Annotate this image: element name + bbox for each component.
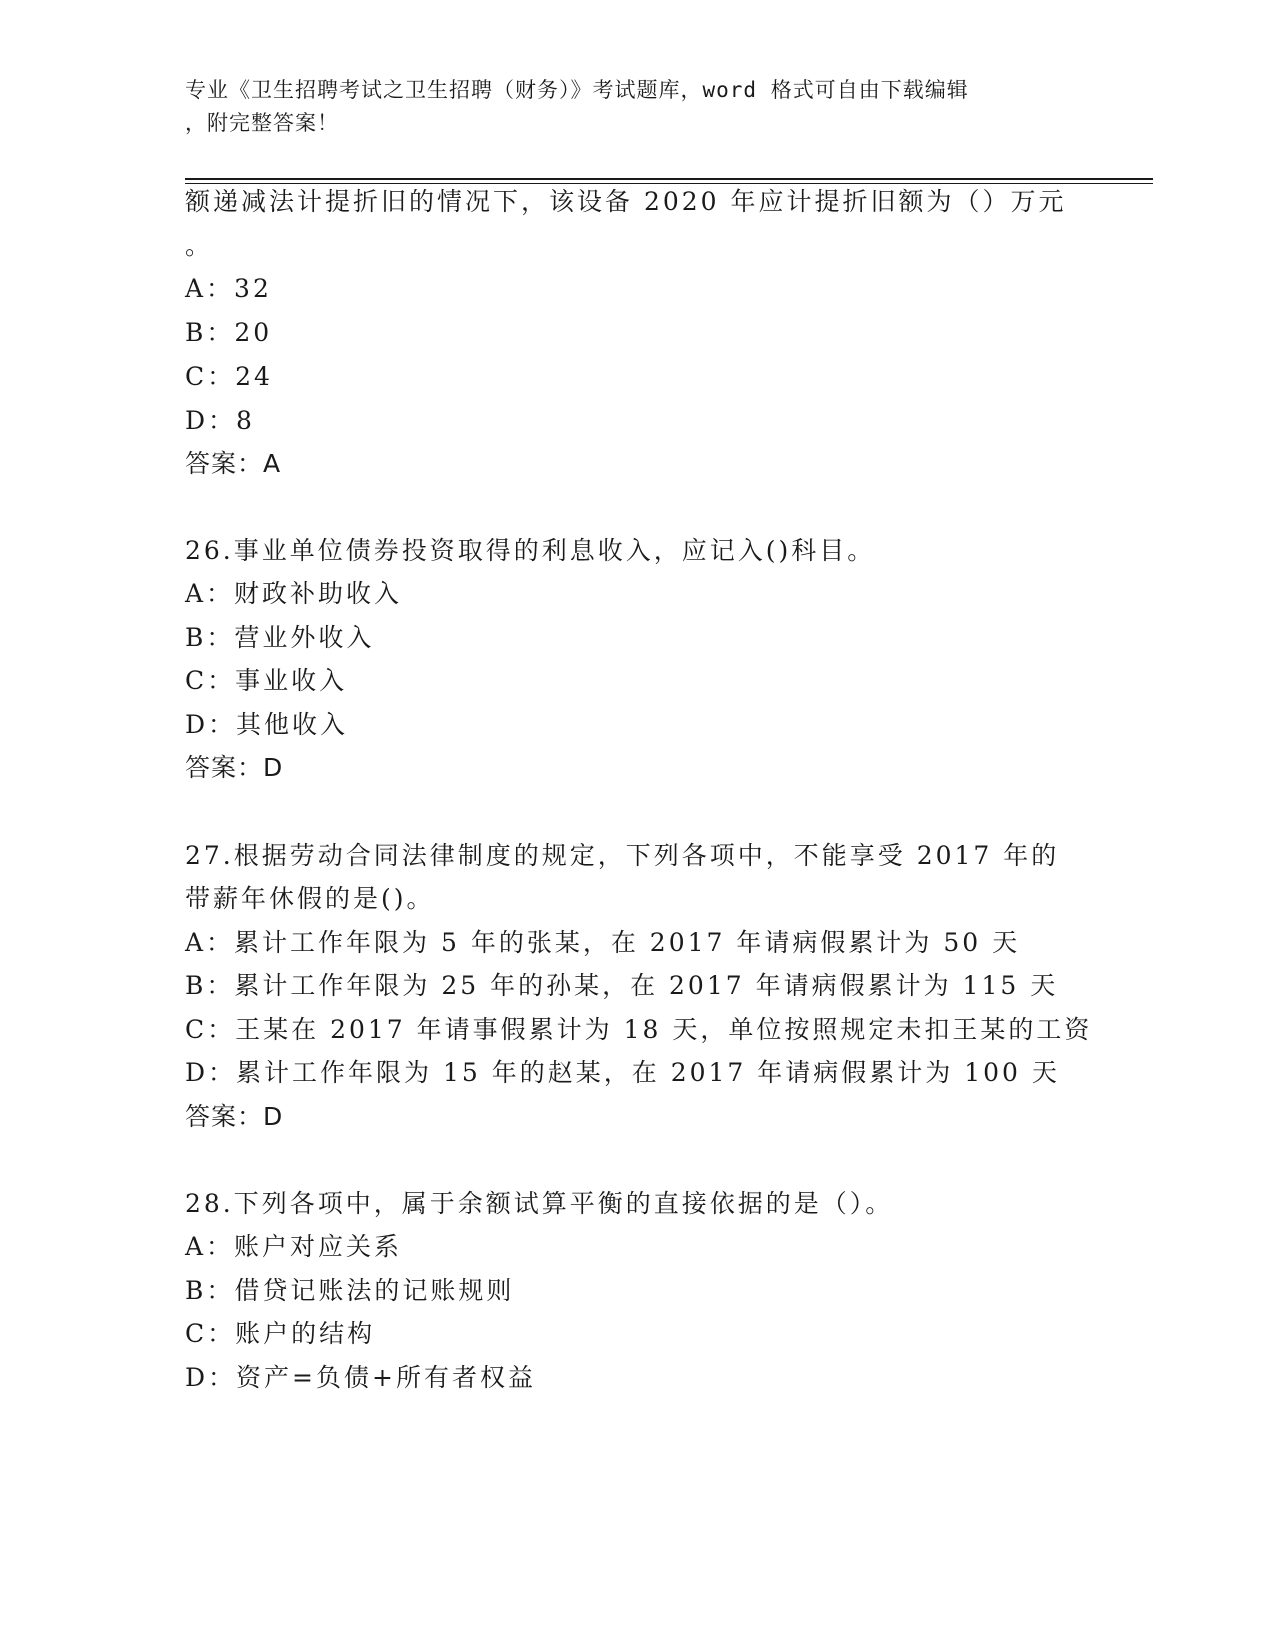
q27-option-b: B：累计工作年限为 25 年的孙某，在 2017 年请病假累计为 115 天 bbox=[185, 971, 1059, 1000]
q28-option-a: A：账户对应关系 bbox=[185, 1232, 403, 1261]
q25-option-b: B：20 bbox=[185, 318, 273, 347]
q27-option-c: C：王某在 2017 年请事假累计为 18 天，单位按照规定未扣王某的工资 bbox=[185, 1015, 1093, 1044]
q26-answer: 答案：D bbox=[185, 753, 284, 782]
q27-option-a: A：累计工作年限为 5 年的张某，在 2017 年请病假累计为 50 天 bbox=[185, 928, 1021, 957]
q26-option-a: A：财政补助收入 bbox=[185, 579, 403, 608]
q27-stem-line-2: 带薪年休假的是()。 bbox=[185, 884, 435, 913]
q25-option-a: A：32 bbox=[185, 274, 272, 303]
q28-option-d: D：资产=负债+所有者权益 bbox=[185, 1363, 536, 1392]
header-divider bbox=[185, 178, 1153, 184]
header-title-line-1: 专业《卫生招聘考试之卫生招聘（财务）》考试题库，word 格式可自由下载编辑 bbox=[185, 78, 969, 102]
q26-option-c: C：事业收入 bbox=[185, 666, 348, 695]
q26-stem: 26.事业单位债券投资取得的利息收入，应记入()科目。 bbox=[185, 536, 876, 565]
q25-stem-line-1: 额递减法计提折旧的情况下，该设备 2020 年应计提折旧额为（）万元 bbox=[185, 187, 1067, 216]
q25-answer: 答案：A bbox=[185, 449, 282, 478]
q27-stem-line-1: 27.根据劳动合同法律制度的规定，下列各项中，不能享受 2017 年的 bbox=[185, 841, 1060, 870]
q26-option-d: D：其他收入 bbox=[185, 710, 349, 739]
q26-option-b: B：营业外收入 bbox=[185, 623, 375, 652]
q25-option-c: C：24 bbox=[185, 362, 273, 391]
q28-option-c: C：账户的结构 bbox=[185, 1319, 376, 1348]
q28-stem: 28.下列各项中，属于余额试算平衡的直接依据的是（）。 bbox=[185, 1189, 894, 1218]
page-header bbox=[185, 74, 1085, 140]
q28-option-b: B：借贷记账法的记账规则 bbox=[185, 1276, 515, 1305]
q25-stem-line-2: 。 bbox=[185, 231, 214, 260]
q27-answer: 答案：D bbox=[185, 1102, 284, 1131]
q27-option-d: D：累计工作年限为 15 年的赵某，在 2017 年请病假累计为 100 天 bbox=[185, 1058, 1060, 1087]
q25-option-d: D：8 bbox=[185, 406, 255, 435]
header-title-line-2: ，附完整答案！ bbox=[185, 111, 339, 135]
